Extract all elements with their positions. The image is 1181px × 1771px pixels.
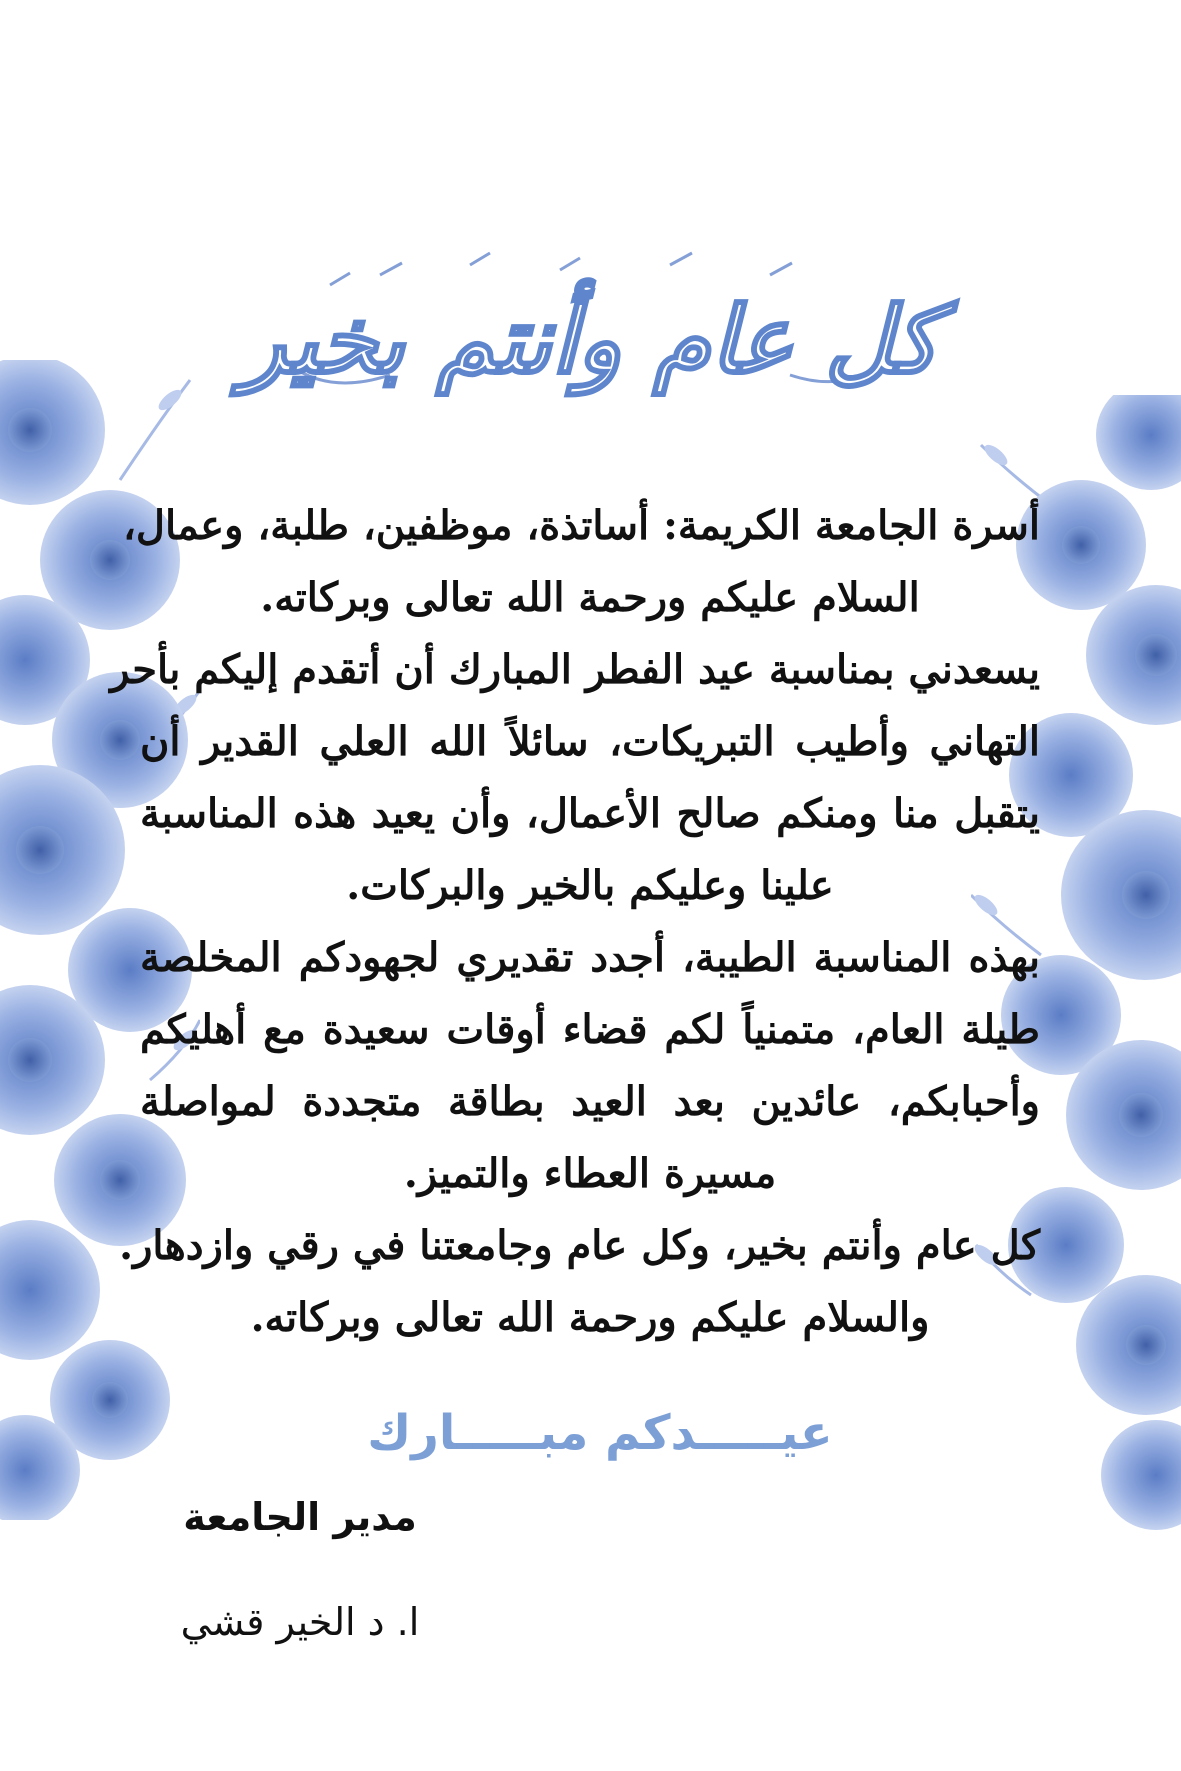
letter-line: يسعدني بمناسبة عيد الفطر المبارك أن أتقدم إليكم بأحر	[110, 646, 1040, 693]
letter-line: التهاني وأطيب التبريكات، سائلاً الله العلي القدير أن	[140, 718, 1040, 765]
letter-line: مسيرة العطاء والتميز.	[403, 1150, 777, 1197]
letter-line: يتقبل منا ومنكم صالح الأعمال، وأن يعيد هذه المناسبة	[140, 790, 1040, 837]
title-text: كل عام وأنتم بخير	[241, 286, 939, 394]
letter-line: بهذه المناسبة الطيبة، أجدد تقديري لجهودكم المخلصة	[140, 934, 1040, 981]
letter-body	[110, 490, 1040, 1354]
letter-line: علينا وعليكم بالخير والبركات.	[346, 862, 834, 909]
letter-line: السلام عليكم ورحمة الله تعالى وبركاته.	[260, 574, 920, 621]
signature-title: مدير الجامعة	[183, 1495, 417, 1539]
signature-name: ا. د الخير قشي	[180, 1600, 420, 1644]
calligraphy-title	[241, 240, 939, 440]
letter-line: والسلام عليكم ورحمة الله تعالى وبركاته.	[250, 1294, 930, 1341]
letter-line: وأحبابكم، عائدين بعد العيد بطاقة متجددة لمواصلة	[140, 1078, 1040, 1125]
eid-greeting: عيـــــدكم مبـــــارك	[367, 1405, 833, 1461]
letter-line: كل عام وأنتم بخير، وكل عام وجامعتنا في رقي وازدهار.	[119, 1222, 1040, 1269]
letter-line: طيلة العام، متمنياً لكم قضاء أوقات سعيدة مع أهليكم	[140, 1006, 1040, 1053]
letter-line: أسرة الجامعة الكريمة: أساتذة، موظفين، طلبة، وعمال،	[123, 502, 1040, 549]
